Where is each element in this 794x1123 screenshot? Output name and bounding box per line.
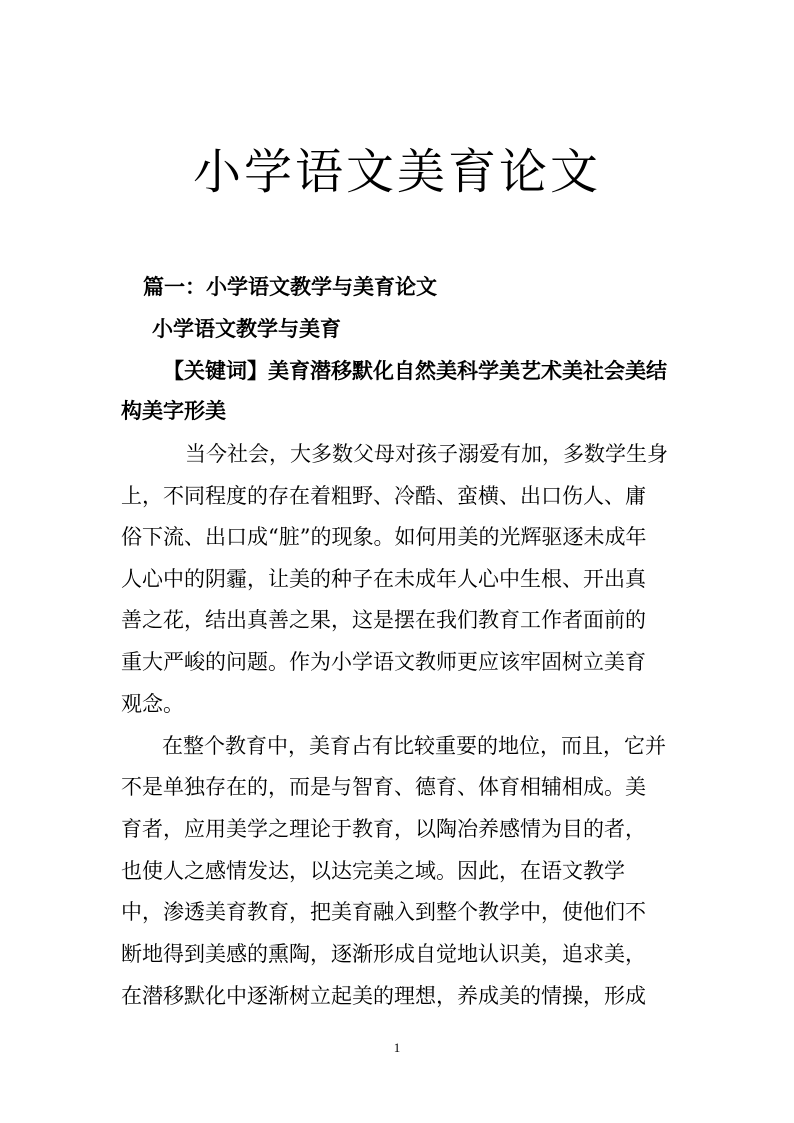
paragraph-line: 上，不同程度的存在着粗野、冷酷、蛮横、出口伤人、庸 bbox=[121, 484, 646, 508]
paragraph-line: 不是单独存在的，而是与智育、德育、体育相辅相成。美 bbox=[121, 775, 646, 799]
page-number: 1 bbox=[393, 1040, 401, 1055]
paragraph-line: 善之花，结出真善之果，这是摆在我们教育工作者面前的 bbox=[121, 608, 646, 632]
article-subtitle: 小学语文教学与美育 bbox=[152, 316, 341, 341]
keywords-line: 构美字形美 bbox=[121, 398, 226, 423]
paragraph-line: 重大严峻的问题。作为小学语文教师更应该牢固树立美育 bbox=[121, 650, 646, 674]
paragraph-line: 观念。 bbox=[121, 692, 184, 716]
section-heading: 篇一：小学语文教学与美育论文 bbox=[143, 274, 437, 299]
paragraph-line: 也使人之感情发达，以达完美之域。因此，在语文教学 bbox=[121, 859, 625, 883]
paragraph-line: 当今社会，大多数父母对孩子溺爱有加，多数学生身 bbox=[185, 442, 668, 466]
paragraph-line: 在潜移默化中逐渐树立起美的理想，养成美的情操，形成 bbox=[121, 984, 646, 1008]
paragraph-line: 人心中的阴霾，让美的种子在未成年人心中生根、开出真 bbox=[121, 567, 646, 591]
keywords-line: 【关键词】美育潜移默化自然美科学美艺术美社会美结 bbox=[163, 358, 667, 383]
paragraph-line: 俗下流、出口成“脏”的现象。如何用美的光辉驱逐未成年 bbox=[121, 525, 647, 549]
paragraph-line: 断地得到美感的熏陶，逐渐形成自觉地认识美，追求美， bbox=[121, 942, 646, 966]
document-title: 小学语文美育论文 bbox=[192, 144, 601, 200]
paragraph-line: 在整个教育中，美育占有比较重要的地位，而且，它并 bbox=[162, 734, 666, 758]
paragraph-line: 中，渗透美育教育，把美育融入到整个教学中，使他们不 bbox=[121, 900, 646, 924]
paragraph-line: 育者，应用美学之理论于教育，以陶冶养感情为目的者， bbox=[121, 817, 646, 841]
